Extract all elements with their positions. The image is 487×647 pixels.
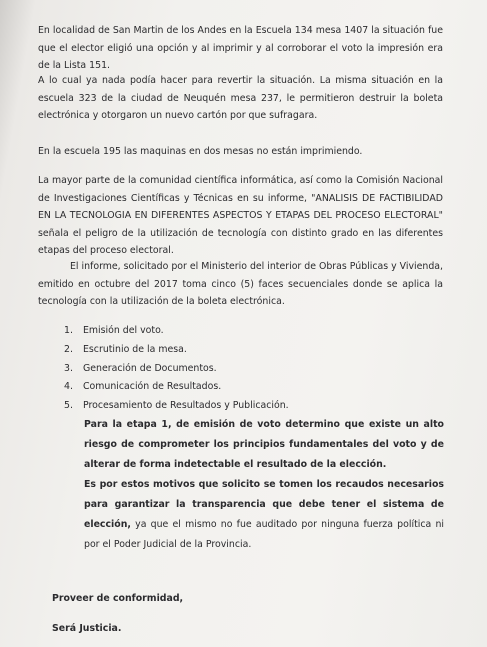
list-item-label: Emisión del voto. — [83, 325, 164, 336]
conclusion-block — [84, 415, 444, 555]
list-item — [64, 341, 289, 360]
list-item-number: 1. — [64, 325, 73, 336]
paragraph-neuquen: A lo cual ya nada podía hacer para revertir la situación. La misma situación en la escuela 323 de la ciudad de Neuquén mesa 237, le permitieron destruir la boleta electrónica y otorgaron un nuevo cartón por que sufragara. — [38, 75, 443, 121]
list-item-number: 3. — [64, 362, 73, 374]
list-item-label: Comunicación de Resultados. — [83, 381, 222, 393]
conclusion-risk: Para la etapa 1, de emisión de voto determino que existe un alto riesgo de comprometer los principios fundamentales del voto y de alterar de forma indetectable el resultado de la elección. — [84, 419, 444, 470]
list-item — [64, 322, 289, 341]
conclusion-request-bold: Es por estos motivos que solicito se tomen los recaudos necesarios para garantizar la transparencia que debe tener el sistema de elección, — [84, 479, 444, 530]
conclusion-request-normal: ya que el mismo no fue auditado por ninguna fuerza política ni por el Poder Judicial de la Provincia. — [84, 519, 444, 550]
closing-justicia: Será Justicia. — [52, 623, 122, 634]
list-item-label: Generación de Documentos. — [83, 362, 217, 374]
list-item — [64, 360, 289, 379]
paragraph-san-martin: En localidad de San Martin de los Andes en la Escuela 134 mesa 1407 la situación fue que el elector eligió una opción y al imprimir y al corroborar el voto la impresión era de la Lista 151. — [38, 25, 443, 71]
list-item-number: 4. — [64, 381, 73, 393]
list-item-number: 5. — [64, 400, 73, 412]
paragraph-comision-nacional: La mayor parte de la comunidad científica informática, así como la Comisión Nacional de Investigaciones Científicas y Técnicas en su informe, "ANALISIS DE FACTIBILIDAD EN LA TECNOLOGIA EN DIFERENTES ASPECTOS Y ETAPAS DEL PROCESO ELECTORAL" señala el peligro de la utilización de tecnología con distinto grado en las diferentes etapas del proceso electoral. — [38, 175, 443, 256]
list-item-number: 2. — [64, 343, 73, 355]
closing-proveer: Proveer de conformidad, — [52, 593, 184, 604]
paragraph-informe-text: El informe, solicitado por el Ministerio del interior de Obras Públicas y Vivienda, emitido en octubre del 2017 toma cinco (5) faces secuenciales donde se aplica la tecnología con la utilización de la boleta electrónica. — [38, 261, 443, 307]
paragraph-escuela-195: En la escuela 195 las maquinas en dos mesas no están imprimiendo. — [38, 146, 363, 157]
paragraph-informe — [38, 258, 443, 311]
list-item-label: Procesamiento de Resultados y Publicación. — [83, 400, 289, 412]
list-item-label: Escrutinio de la mesa. — [83, 343, 187, 355]
list-item — [64, 378, 289, 397]
conclusion-request — [84, 475, 444, 555]
stages-list — [64, 322, 289, 416]
list-item — [64, 397, 289, 416]
